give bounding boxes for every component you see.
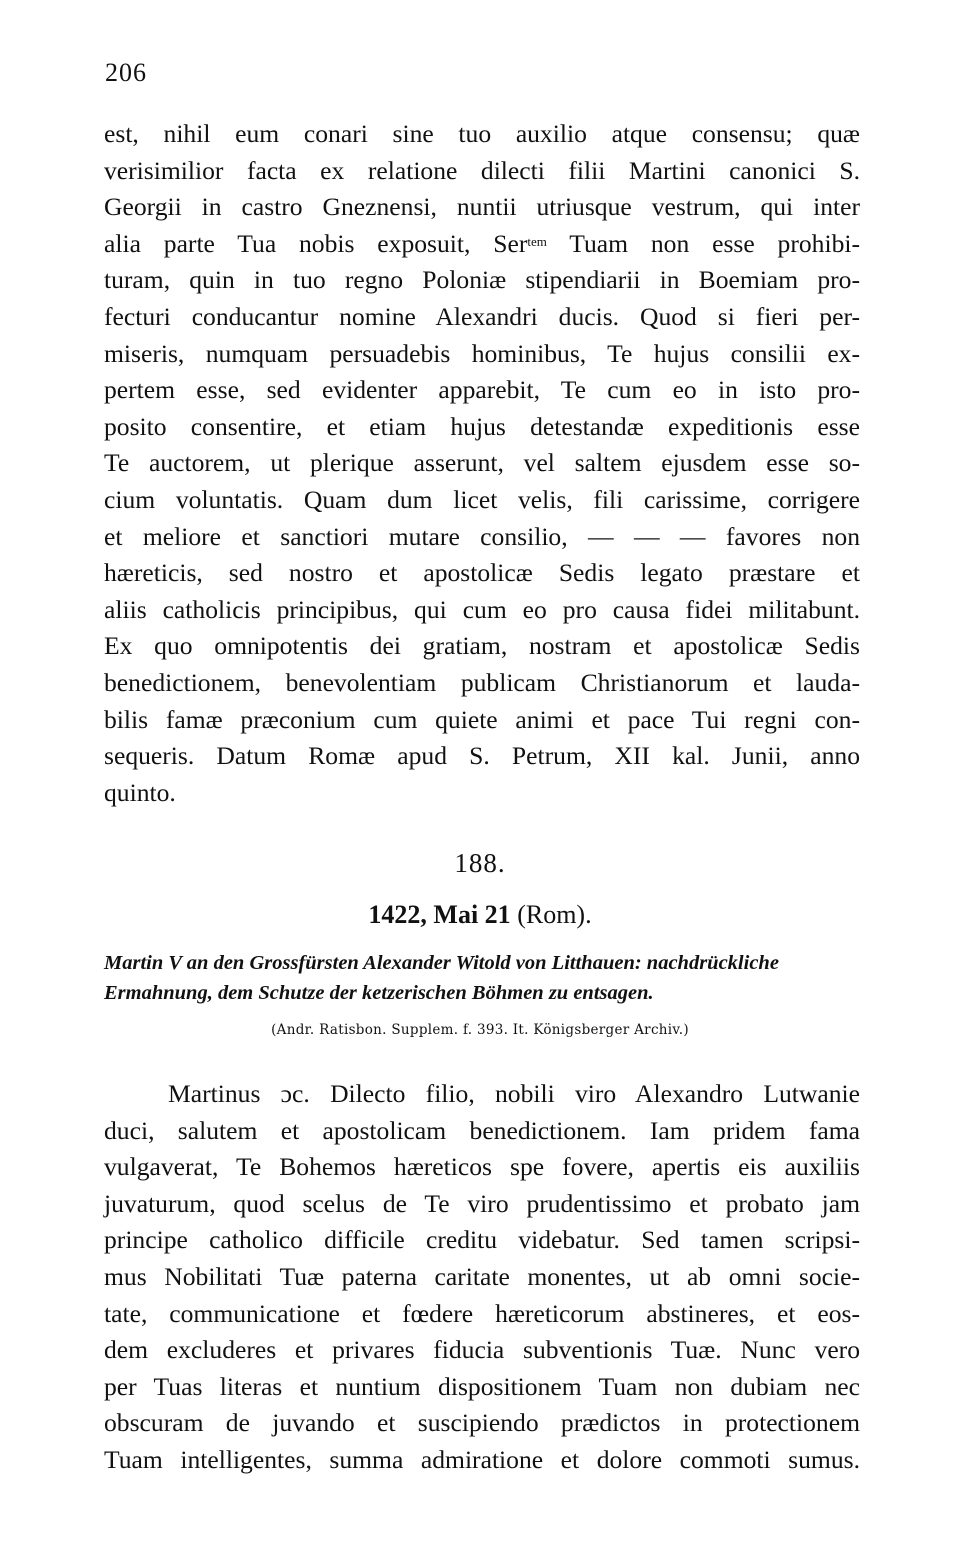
text-line: duci, salutem et apostolicam benedictionem. Iam pridem fama — [104, 1115, 860, 1145]
text-line: quinto. — [104, 777, 176, 807]
text-line: vulgaverat, Te Bohemos hæreticos spe fovere, apertis eis auxiliis — [104, 1152, 860, 1182]
source-citation: (Andr. Ratisbon. Supplem. f. 393. It. Königsberger Archiv.) — [271, 1022, 689, 1038]
text-line: principe catholico difficile creditu videbatur. Sed tamen scripsi- — [104, 1225, 860, 1255]
text-line: Te auctorem, ut plerique asserunt, vel saltem ejusdem esse so- — [104, 448, 860, 478]
text-line: pertem esse, sed evidenter apparebit, Te cum eo in isto pro- — [104, 375, 860, 405]
text-line: obscuram de juvando et suscipiendo prædictos in protectionem — [104, 1408, 860, 1438]
document-summary: Martin V an den Grossfürsten Alexander Witold von Litthauen: nachdrückliche Ermahnung, dem Schutze der ketzerischen Böhmen zu entsagen. — [104, 952, 779, 1004]
text-line: aliis catholicis principibus, qui cum eo pro causa fidei militabunt. — [104, 594, 860, 624]
text-fragment: Tuam non esse prohibi- — [546, 228, 861, 258]
text-line: et meliore et sanctiori mutare consilio, — — — favores non — [104, 521, 860, 551]
text-line: per Tuas literas et nuntium dispositionem Tuam non dubiam nec — [104, 1371, 860, 1401]
text-line: est, nihil eum conari sine tuo auxilio atque consensu; quæ — [104, 119, 860, 148]
superscript-abbreviation: tem — [527, 233, 547, 249]
text-line: Martinus ɔc. Dilecto filio, nobili viro Alexandro Lutwanie — [168, 1079, 860, 1108]
text-line: cium voluntatis. Quam dum licet velis, fili carissime, corrigere — [104, 484, 860, 514]
text-line — [104, 226, 860, 263]
document-date — [0, 900, 960, 930]
text-line: bilis famæ præconium cum quiete animi et pace Tui regni con- — [104, 704, 860, 734]
date-place: (Rom). — [510, 900, 592, 929]
letter-continuation-paragraph — [104, 116, 860, 811]
text-line: turam, quin in tuo regno Poloniæ stipendiarii in Boemiam pro- — [104, 265, 860, 295]
text-line: juvaturum, quod scelus de Te viro prudentissimo et probato jam — [104, 1188, 860, 1218]
text-line: benedictionem, benevolentiam publicam Christianorum et lauda- — [104, 667, 860, 697]
text-line: tate, communicatione et fœdere hæreticorum abstineres, et eos- — [104, 1298, 860, 1328]
letter-paragraph — [104, 1076, 860, 1479]
text-line: posito consentire, et etiam hujus detestandæ expeditionis esse — [104, 411, 860, 441]
text-line: dem excluderes et privares fiducia subventionis Tuæ. Nunc vero — [104, 1335, 860, 1365]
text-line: Ex quo omnipotentis dei gratiam, nostram et apostolicæ Sedis — [104, 631, 860, 661]
text-line: miseris, numquam persuadebis hominibus, Te hujus consilii ex- — [104, 338, 860, 368]
page-number: 206 — [105, 58, 147, 87]
text-line: Georgii in castro Gneznensi, nuntii utriusque vestrum, qui inter — [104, 192, 860, 222]
text-line: mus Nobilitati Tuæ paterna caritate monentes, ut ab omni socie- — [104, 1261, 860, 1291]
text-line: fecturi conducantur nomine Alexandri ducis. Quod si fieri per- — [104, 301, 860, 331]
text-fragment: alia parte Tua nobis exposuit, Ser — [104, 228, 528, 258]
document-number: 188. — [454, 848, 506, 878]
text-line: verisimilior facta ex relatione dilecti filii Martini canonici S. — [104, 155, 860, 185]
date-text: 1422, Mai 21 — [368, 900, 511, 929]
text-line: hæreticis, sed nostro et apostolicæ Sedis legato præstare et — [104, 558, 860, 588]
text-line: sequeris. Datum Romæ apud S. Petrum, XII kal. Junii, anno — [104, 741, 860, 771]
text-line: Tuam intelligentes, summa admiratione et dolore commoti sumus. — [104, 1444, 860, 1474]
